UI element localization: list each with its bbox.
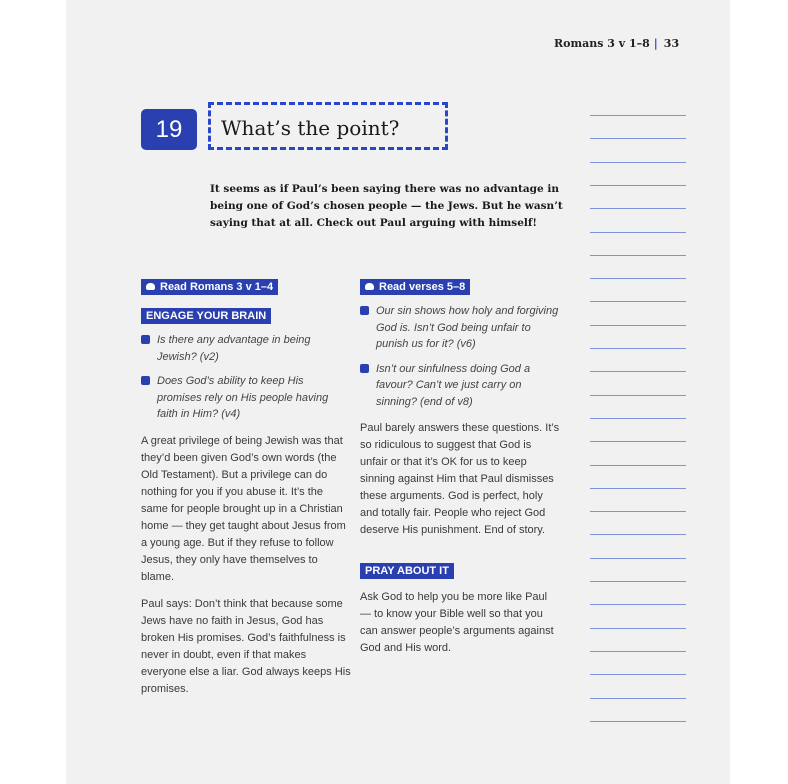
- note-line: [590, 301, 686, 302]
- pray-text: Ask God to help you be more like Paul — to know your Bible well so that you can answer people’s arguments against God and His word.: [360, 591, 554, 654]
- question-item: [360, 303, 560, 353]
- note-line: [590, 604, 686, 605]
- running-head: [554, 37, 679, 50]
- note-line: [590, 162, 686, 163]
- note-line: [590, 348, 686, 349]
- question-text: Does God’s ability to keep His promises rely on His people having faith in Him? (v4): [157, 375, 329, 420]
- question-item: [360, 361, 560, 411]
- body-paragraph: Paul says: Don’t think that because some Jews have no faith in Jesus, God has broken His promises. God’s faithfulness is never in doubt, even if that makes everyone else a liar. God always keeps His promises.: [141, 597, 351, 695]
- question-icon: [141, 335, 150, 344]
- note-line: [590, 721, 686, 722]
- note-line: [590, 465, 686, 466]
- note-line: [590, 371, 686, 372]
- running-head-separator: |: [653, 37, 658, 50]
- note-line: [590, 395, 686, 396]
- note-line: [590, 511, 686, 512]
- page-title: What’s the point?: [221, 116, 400, 140]
- question-icon: [360, 364, 369, 373]
- engage-label: ENGAGE YOUR BRAIN: [141, 308, 271, 324]
- note-line: [590, 651, 686, 652]
- page-number: 33: [663, 37, 680, 50]
- body-paragraph: Paul barely answers these questions. It’s so ridiculous to suggest that God is unfair or that it’s OK for us to keep sinning against Him that Paul dismisses these arguments. God is perfect, holy and totally fair. People who reject God deserve His punishment. End of story.: [360, 422, 560, 536]
- read-label-text: Read Romans 3 v 1–4: [160, 281, 274, 293]
- note-line: [590, 255, 686, 256]
- note-line: [590, 488, 686, 489]
- left-column: [141, 275, 351, 698]
- bible-icon: [146, 283, 155, 290]
- note-line: [590, 581, 686, 582]
- note-line: [590, 185, 686, 186]
- question-icon: [360, 306, 369, 315]
- note-line: [590, 418, 686, 419]
- pray-label: PRAY ABOUT IT: [360, 563, 454, 579]
- note-line: [590, 628, 686, 629]
- note-line: [590, 674, 686, 675]
- note-line: [590, 278, 686, 279]
- intro-text: It seems as if Paul’s been saying there was no advantage in being one of God’s chosen people — the Jews. But he wasn’t saying that at all. Check out Paul arguing with himself!: [210, 183, 563, 229]
- note-line: [590, 208, 686, 209]
- note-line: [590, 138, 686, 139]
- question-item: [141, 332, 351, 365]
- note-line: [590, 115, 686, 116]
- note-line: [590, 232, 686, 233]
- read-label-right: [360, 279, 470, 295]
- running-head-section: Romans 3 v 1–8: [554, 37, 650, 50]
- body-paragraph: A great privilege of being Jewish was that they’d been given God’s own words (the Old Testament). But a privilege can do nothing for you if you abuse it. It’s the same for people brought up in a Christian home — they get taught about Jesus from a young age. But if they refuse to follow Jesus, they only have themselves to blame.: [141, 434, 346, 583]
- note-line: [590, 441, 686, 442]
- read-label-left: [141, 279, 278, 295]
- question-text: Isn’t our sinfulness doing God a favour? Can’t we just carry on sinning? (end of v8): [376, 362, 531, 408]
- question-item: [141, 373, 351, 423]
- day-number-badge: 19: [141, 109, 197, 150]
- question-text: Is there any advantage in being Jewish? (v2): [157, 334, 311, 363]
- question-icon: [141, 376, 150, 385]
- note-line: [590, 325, 686, 326]
- note-line: [590, 698, 686, 699]
- note-line: [590, 558, 686, 559]
- bible-icon: [365, 283, 374, 290]
- read-label-text: Read verses 5–8: [379, 281, 466, 293]
- right-column: [360, 275, 560, 657]
- note-line: [590, 534, 686, 535]
- title-box: [208, 102, 448, 150]
- question-text: Our sin shows how holy and forgiving God is. Isn’t God being unfair to punish us for it? (v6): [376, 305, 559, 350]
